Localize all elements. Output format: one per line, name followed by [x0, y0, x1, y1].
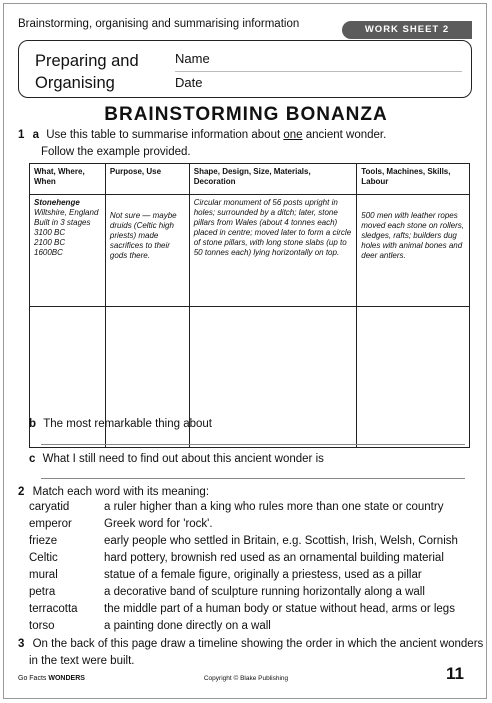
- cell-blank-shape[interactable]: [189, 307, 357, 448]
- q1-b-prompt: [29, 416, 212, 433]
- q1-a-text: Use this table to summarise information about one ancient wonder.: [46, 129, 387, 141]
- q1-c-letter: c: [29, 453, 36, 465]
- q1-a-prompt: [18, 127, 386, 144]
- cell-example-tools: 500 men with leather ropes moved each stone on rollers, sledges, rafts; builders dug holes with animal bones and deer antlers.: [357, 195, 470, 307]
- match-word[interactable]: caryatid: [29, 501, 70, 513]
- emphasis-one: one: [283, 129, 303, 141]
- match-word[interactable]: Celtic: [29, 552, 58, 564]
- match-word[interactable]: mural: [29, 569, 58, 581]
- name-label: Name: [175, 51, 210, 66]
- match-meaning[interactable]: a painting done directly on a wall: [104, 620, 271, 632]
- match-meaning[interactable]: early people who settled in Britain, e.g. Scottish, Irish, Welsh, Cornish: [104, 535, 458, 547]
- example-stages: Built in 3 stages: [34, 218, 91, 227]
- q3-text-2: in the text were built.: [29, 655, 135, 667]
- q1-a-letter: a: [32, 129, 40, 141]
- q1-b-letter: b: [29, 418, 37, 430]
- cell-example-purpose: Not sure — maybe druids (Celtic high priests) made sacrifices to their gods there.: [105, 195, 189, 307]
- match-word[interactable]: frieze: [29, 535, 58, 547]
- example-where: Wiltshire, England: [34, 208, 99, 217]
- q1-c-text: What I still need to find out about this ancient wonder is: [42, 453, 324, 465]
- match-word[interactable]: emperor: [29, 518, 72, 530]
- series-name: Go Facts: [18, 675, 47, 682]
- cell-example-shape: Circular monument of 56 posts upright in holes; surrounded by a ditch; later, stone pillars from Wales (about 4 tonnes each) placed in centre; moved later to form a circle of stone pillars, with long stone slabs (up to 50 tonnes each) lying horizontally on top.: [189, 195, 357, 307]
- example-date-3: 1600BC: [34, 248, 63, 257]
- q2-text: Match each word with its meaning:: [32, 486, 210, 498]
- q1-c-answer-line[interactable]: [41, 478, 465, 479]
- match-word[interactable]: petra: [29, 586, 56, 598]
- q3-prompt: [18, 636, 483, 653]
- match-meaning[interactable]: Greek word for 'rock'.: [104, 518, 213, 530]
- q1-c-prompt: [29, 451, 324, 468]
- q1-a-text2: Follow the example provided.: [41, 146, 191, 158]
- summary-table: [29, 163, 470, 448]
- worksheet-badge: WORK SHEET 2: [342, 21, 472, 39]
- cell-example-what: [30, 195, 106, 307]
- section-title-line2: Organising: [35, 74, 115, 92]
- q1-number: 1: [18, 129, 25, 141]
- name-field-line[interactable]: [175, 71, 462, 72]
- page-number: 11: [446, 664, 464, 683]
- example-date-2: 2100 BC: [34, 238, 66, 247]
- topic-heading: Brainstorming, organising and summarising information: [18, 18, 300, 30]
- q1-b-text: The most remarkable thing about: [43, 418, 212, 430]
- header-purpose-use: Purpose, Use: [105, 164, 189, 195]
- header-tools-machines: Tools, Machines, Skills, Labour: [357, 164, 470, 195]
- q3-text-1: On the back of this page draw a timeline showing the order in which the ancient wonders: [32, 638, 484, 650]
- match-meaning[interactable]: statue of a female figure, originally a priestess, used as a pillar: [104, 569, 422, 581]
- example-date-1: 3100 BC: [34, 228, 66, 237]
- copyright-text: Copyright © Blake Publishing: [203, 675, 289, 682]
- table-header-row: [30, 164, 470, 195]
- page-title: BRAINSTORMING BONANZA: [104, 104, 388, 125]
- cell-blank-tools[interactable]: [357, 307, 470, 448]
- section-title: [35, 50, 175, 94]
- date-label: Date: [175, 75, 203, 90]
- example-name: Stonehenge: [34, 198, 80, 207]
- match-meaning[interactable]: the middle part of a human body or statue without head, arms or legs: [104, 603, 455, 615]
- table-row-example: [30, 195, 470, 307]
- match-meaning[interactable]: a ruler higher than a king who rules more than one state or country: [104, 501, 444, 513]
- match-word[interactable]: torso: [29, 620, 55, 632]
- header-shape-design: Shape, Design, Size, Materials, Decoration: [189, 164, 357, 195]
- q3-number: 3: [18, 638, 25, 650]
- match-word[interactable]: terracotta: [29, 603, 78, 615]
- q2-number: 2: [18, 486, 25, 498]
- match-meaning[interactable]: a decorative band of sculpture running horizontally along a wall: [104, 586, 425, 598]
- q1-b-answer-line[interactable]: [41, 444, 465, 445]
- section-title-line1: Preparing and: [35, 52, 139, 70]
- header-what-where-when: What, Where, When: [30, 164, 106, 195]
- q2-prompt: [18, 484, 209, 501]
- series-name-bold: WONDERS: [48, 675, 85, 682]
- match-meaning[interactable]: hard pottery, brownish red used as an ornamental building material: [104, 552, 444, 564]
